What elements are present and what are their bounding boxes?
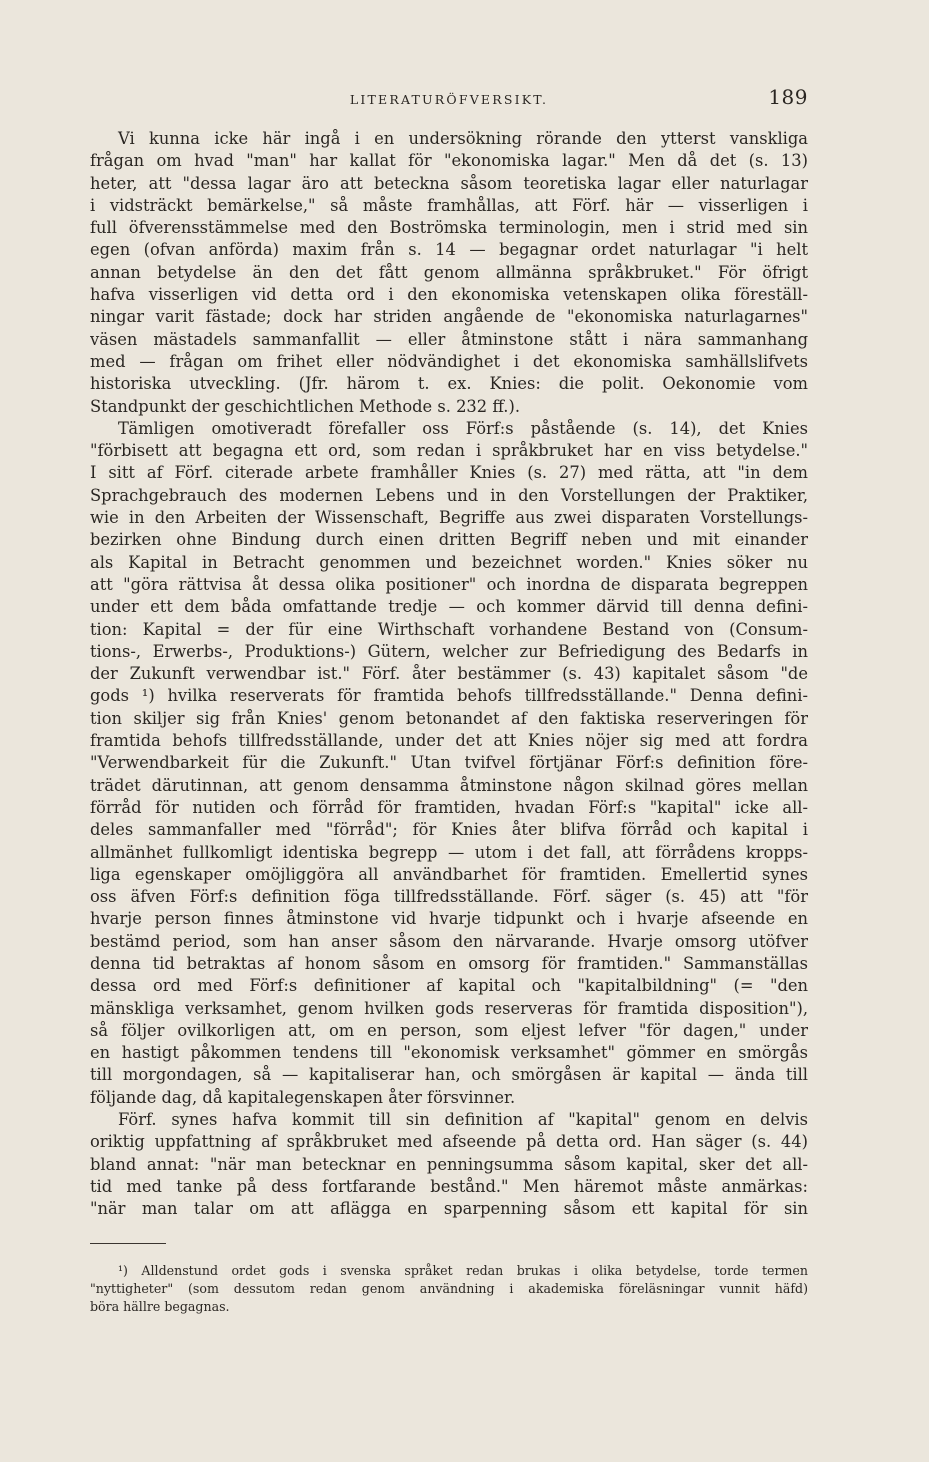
text-line: bland annat: "när man betecknar en penningsumma såsom kapital, sker det all- (90, 1154, 808, 1174)
text-line: I sitt af Förf. citerade arbete framhåller Knies (s. 27) med rätta, att "in dem (90, 463, 808, 483)
text-line: tid med tanke på dess fortfarande bestånd." Men häremot måste anmärkas: (90, 1176, 808, 1196)
text-line: Standpunkt der geschichtlichen Methode s. 232 ff.). (90, 396, 521, 416)
text-line: gods ¹) hvilka reserverats för framtida behofs tillfredsställande." Denna defini- (90, 686, 808, 706)
text-line: als Kapital in Betracht genommen und bezeichnet worden." Knies söker nu (90, 552, 808, 572)
text-line: väsen mästadels sammanfallit — eller åtminstone stått i nära sammanhang (90, 329, 808, 349)
footnote-line: böra hällre begagnas. (90, 1299, 230, 1314)
footnote (90, 1262, 808, 1316)
text-line: liga egenskaper omöjliggöra all användbarhet för framtiden. Emellertid synes (90, 864, 808, 884)
text-line: Tämligen omotiveradt förefaller oss Förf:s påstående (s. 14), det Knies (118, 418, 808, 438)
text-line: "förbisett att begagna ett ord, som redan i språkbruket har en viss betydelse." (90, 441, 808, 461)
text-line: Sprachgebrauch des modernen Lebens und in den Vorstellungen der Praktiker, (90, 485, 808, 505)
footnote-line: "nyttigheter" (som dessutom redan genom användning i akademiska föreläsningar vunnit häfd) (90, 1281, 808, 1296)
text-line: mänskliga verksamhet, genom hvilken gods reserveras för framtida disposition"), (90, 998, 808, 1018)
text-line: allmänhet fullkomligt identiska begrepp — utom i det fall, att förrådens kropps- (90, 842, 808, 862)
text-line: heter, att "dessa lagar äro att beteckna såsom teoretiska lagar eller naturlagar (90, 173, 808, 193)
text-line: framtida behofs tillfredsställande, under det att Knies nöjer sig med att fordra (90, 731, 808, 751)
text-line: med — frågan om frihet eller nödvändighet i det ekonomiska samhällslifvets (90, 351, 808, 371)
text-line: tion skiljer sig från Knies' genom betonandet af den faktiska reserveringen för (90, 708, 808, 728)
text-line: Vi kunna icke här ingå i en undersökning rörande den ytterst vanskliga (118, 129, 808, 148)
text-line: wie in den Arbeiten der Wissenschaft, Begriffe aus zwei disparaten Vorstellungs- (90, 508, 808, 528)
text-line: dessa ord med Förf:s definitioner af kapital och "kapitalbildning" (= "den (90, 976, 808, 996)
text-line: hvarje person finnes åtminstone vid hvarje tidpunkt och i hvarje afseende en (90, 909, 808, 929)
text-line: att "göra rättvisa åt dessa olika positioner" och inordna de disparata begreppen (90, 574, 808, 594)
running-title: LITERATURÖFVERSIKT. (349, 92, 549, 107)
text-line: en hastigt påkommen tendens till "ekonomisk verksamhet" gömmer en smörgås (90, 1043, 808, 1063)
text-line: historiska utveckling. (Jfr. härom t. ex. Knies: die polit. Oekonomie vom (90, 374, 808, 394)
running-head (90, 85, 808, 112)
text-line: bestämd period, som han anser såsom den närvarande. Hvarje omsorg utöfver (90, 931, 808, 951)
text-line: full öfverensstämmelse med den Boströmska terminologin, men i strid med sin (90, 218, 808, 238)
text-line: egen (ofvan anförda) maxim från s. 14 — begagnar ordet naturlagar "i helt (90, 240, 808, 260)
text-line: annan betydelse än den det fått genom allmänna språkbruket." För öfrigt (90, 262, 808, 282)
text-line: så följer ovilkorligen att, om en person, som eljest lefver "för dagen," under (90, 1020, 808, 1040)
text-line: till morgondagen, så — kapitaliserar han, och smörgåsen är kapital — ända till (90, 1065, 808, 1085)
text-line: hafva visserligen vid detta ord i den ekonomiska vetenskapen olika föreställ- (90, 285, 808, 305)
page-number: 189 (768, 85, 808, 109)
body-text (90, 128, 808, 1221)
text-line: under ett dem båda omfattande tredje — och kommer därvid till denna defini- (90, 597, 808, 617)
text-line: "när man talar om att aflägga en sparpenning såsom ett kapital för sin (90, 1199, 808, 1219)
text-line: frågan om hvad "man" har kallat för "ekonomiska lagar." Men då det (s. 13) (90, 151, 808, 171)
text-line: oss äfven Förf:s definition föga tillfredsställande. Förf. säger (s. 45) att "för (90, 887, 808, 907)
text-line: bezirken ohne Bindung durch einen dritten Begriff neben und mit einander (90, 530, 808, 550)
text-line: denna tid betraktas af honom såsom en omsorg för framtiden." Sammanställas (90, 953, 808, 973)
text-line: deles sammanfaller med "förråd"; för Knies åter blifva förråd och kapital i (90, 820, 808, 840)
text-line: oriktig uppfattning af språkbruket med afseende på detta ord. Han säger (s. 44) (90, 1132, 808, 1152)
text-line: följande dag, då kapitalegenskapen åter försvinner. (90, 1087, 516, 1107)
text-line: förråd för nutiden och förråd för framtiden, hvadan Förf:s "kapital" icke all- (90, 797, 808, 817)
text-line: trädet därutinnan, att genom densamma åtminstone någon skilnad göres mellan (90, 775, 808, 795)
text-line: tions-, Erwerbs-, Produktions-) Gütern, welcher zur Befriedigung des Bedarfs in (90, 641, 808, 661)
text-line: tion: Kapital = der für eine Wirthschaft vorhandene Bestand von (Consum- (90, 619, 808, 639)
text-line: Förf. synes hafva kommit till sin definition af "kapital" genom en delvis (118, 1110, 808, 1130)
text-line: ningar varit fästade; dock har striden angående de "ekonomiska naturlagarnes" (90, 307, 808, 327)
text-line: der Zukunft verwendbar ist." Förf. åter bestämmer (s. 43) kapitalet såsom "de (90, 664, 808, 684)
footnote-divider (90, 1243, 166, 1244)
text-line: i vidsträckt bemärkelse," så måste framhållas, att Förf. här — visserligen i (90, 195, 808, 215)
text-line: "Verwendbarkeit für die Zukunft." Utan tvifvel förtjänar Förf:s definition före- (90, 753, 808, 773)
footnote-line: ¹) Alldenstund ordet gods i svenska språket redan brukas i olika betydelse, torde termen (118, 1263, 808, 1278)
